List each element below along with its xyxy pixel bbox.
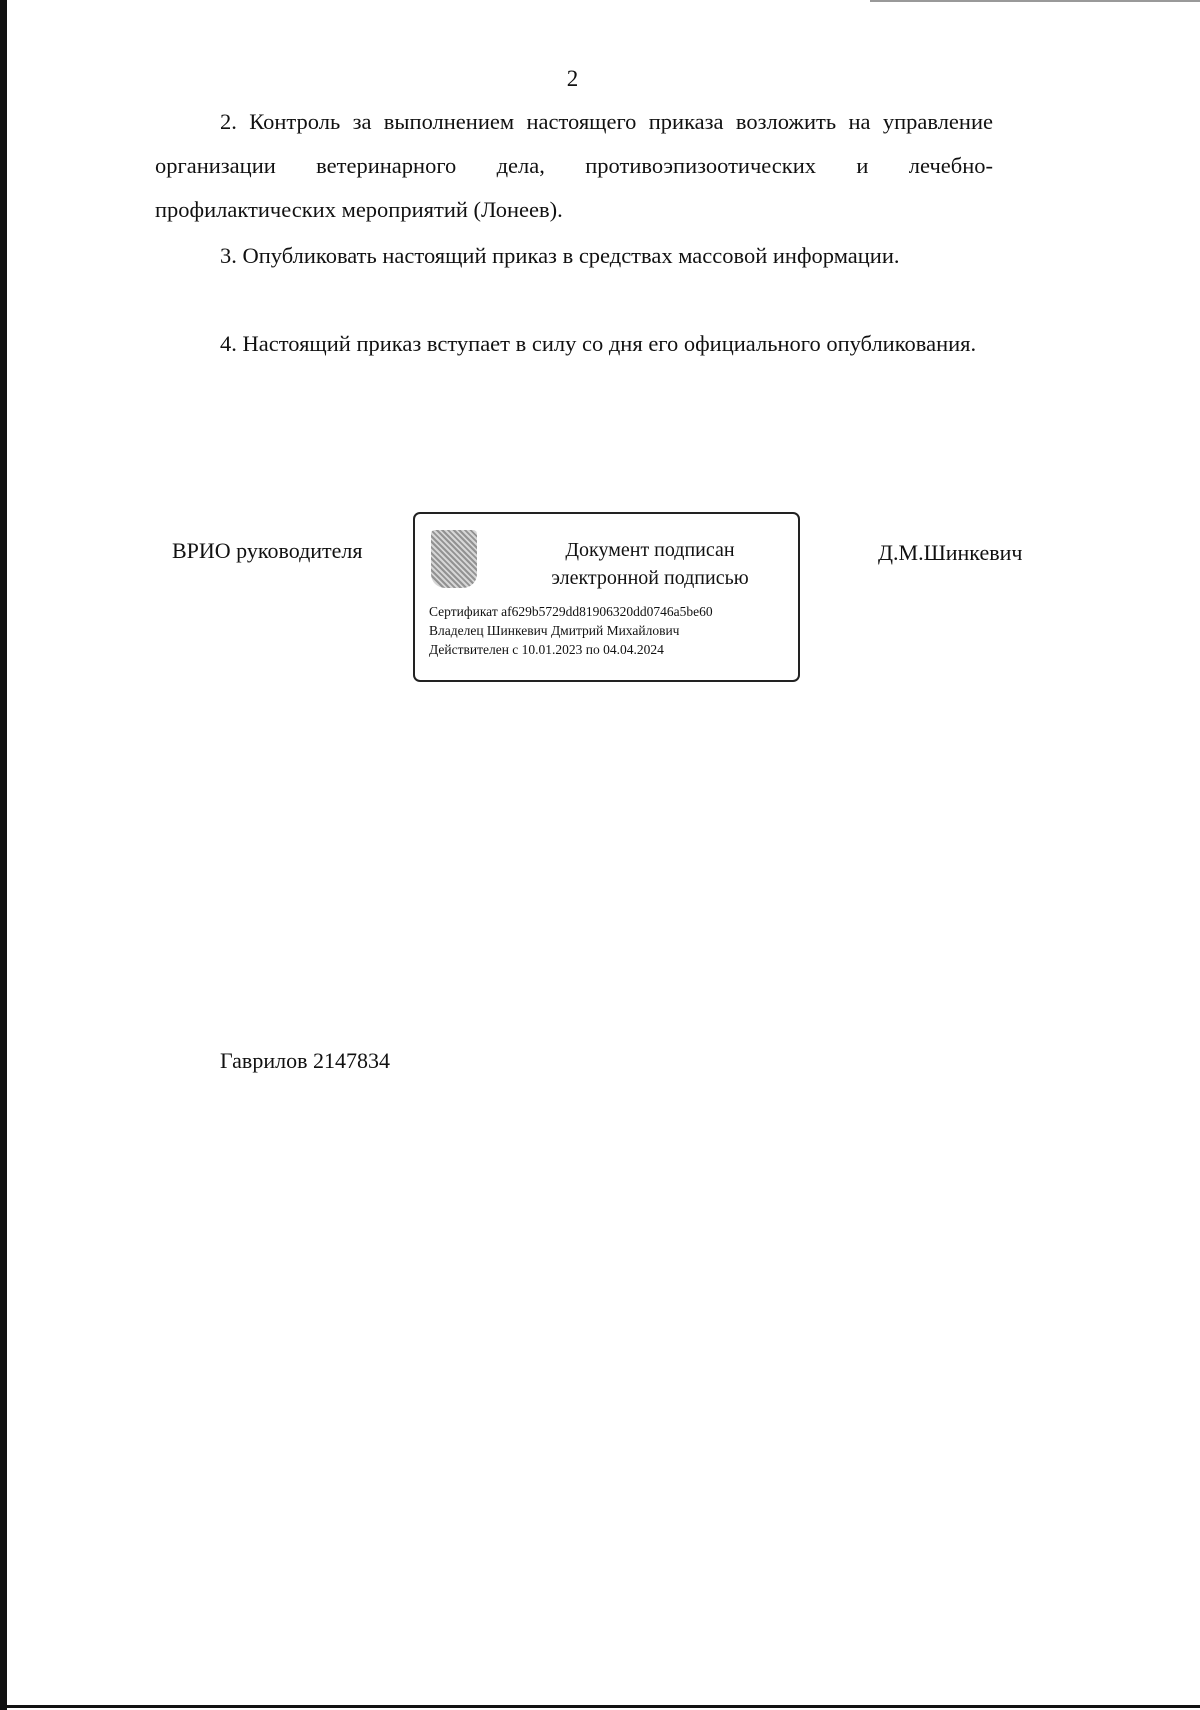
stamp-title [505, 536, 795, 592]
paragraph-4 [155, 322, 993, 366]
signer-name: Д.М.Шинкевич [878, 540, 1023, 565]
paragraph-text: 3. Опубликовать настоящий приказ в средствах массовой информации. [220, 243, 900, 268]
scan-border-top [870, 0, 1200, 2]
paragraph-2 [155, 100, 993, 232]
scan-border-left [0, 0, 7, 1710]
electronic-signature-stamp [413, 512, 800, 682]
stamp-title-line2: электронной подписью [551, 567, 749, 589]
coat-of-arms-icon [431, 530, 477, 588]
paragraph-text: 2. Контроль за выполнением настоящего приказа возложить на управление организации ветеринарного дела, противоэпизоотических и лечебно-профилактических мероприятий (Лонеев). [155, 109, 993, 222]
certificate-validity: Действителен с 10.01.2023 по 04.04.2024 [429, 642, 664, 657]
scan-border-bottom [0, 1705, 1200, 1708]
signer-position: ВРИО руководителя [172, 538, 363, 563]
certificate-owner: Владелец Шинкевич Дмитрий Михайлович [429, 623, 680, 638]
certificate-info [429, 602, 713, 659]
stamp-title-line1: Документ подписан [565, 539, 735, 561]
executor-info: Гаврилов 2147834 [220, 1048, 390, 1073]
paragraph-3 [155, 234, 993, 278]
certificate-number: Сертификат af629b5729dd81906320dd0746a5be60 [429, 604, 713, 619]
paragraph-text: 4. Настоящий приказ вступает в силу со дня его официального опубликования. [220, 331, 977, 356]
page-number: 2 [566, 66, 579, 91]
